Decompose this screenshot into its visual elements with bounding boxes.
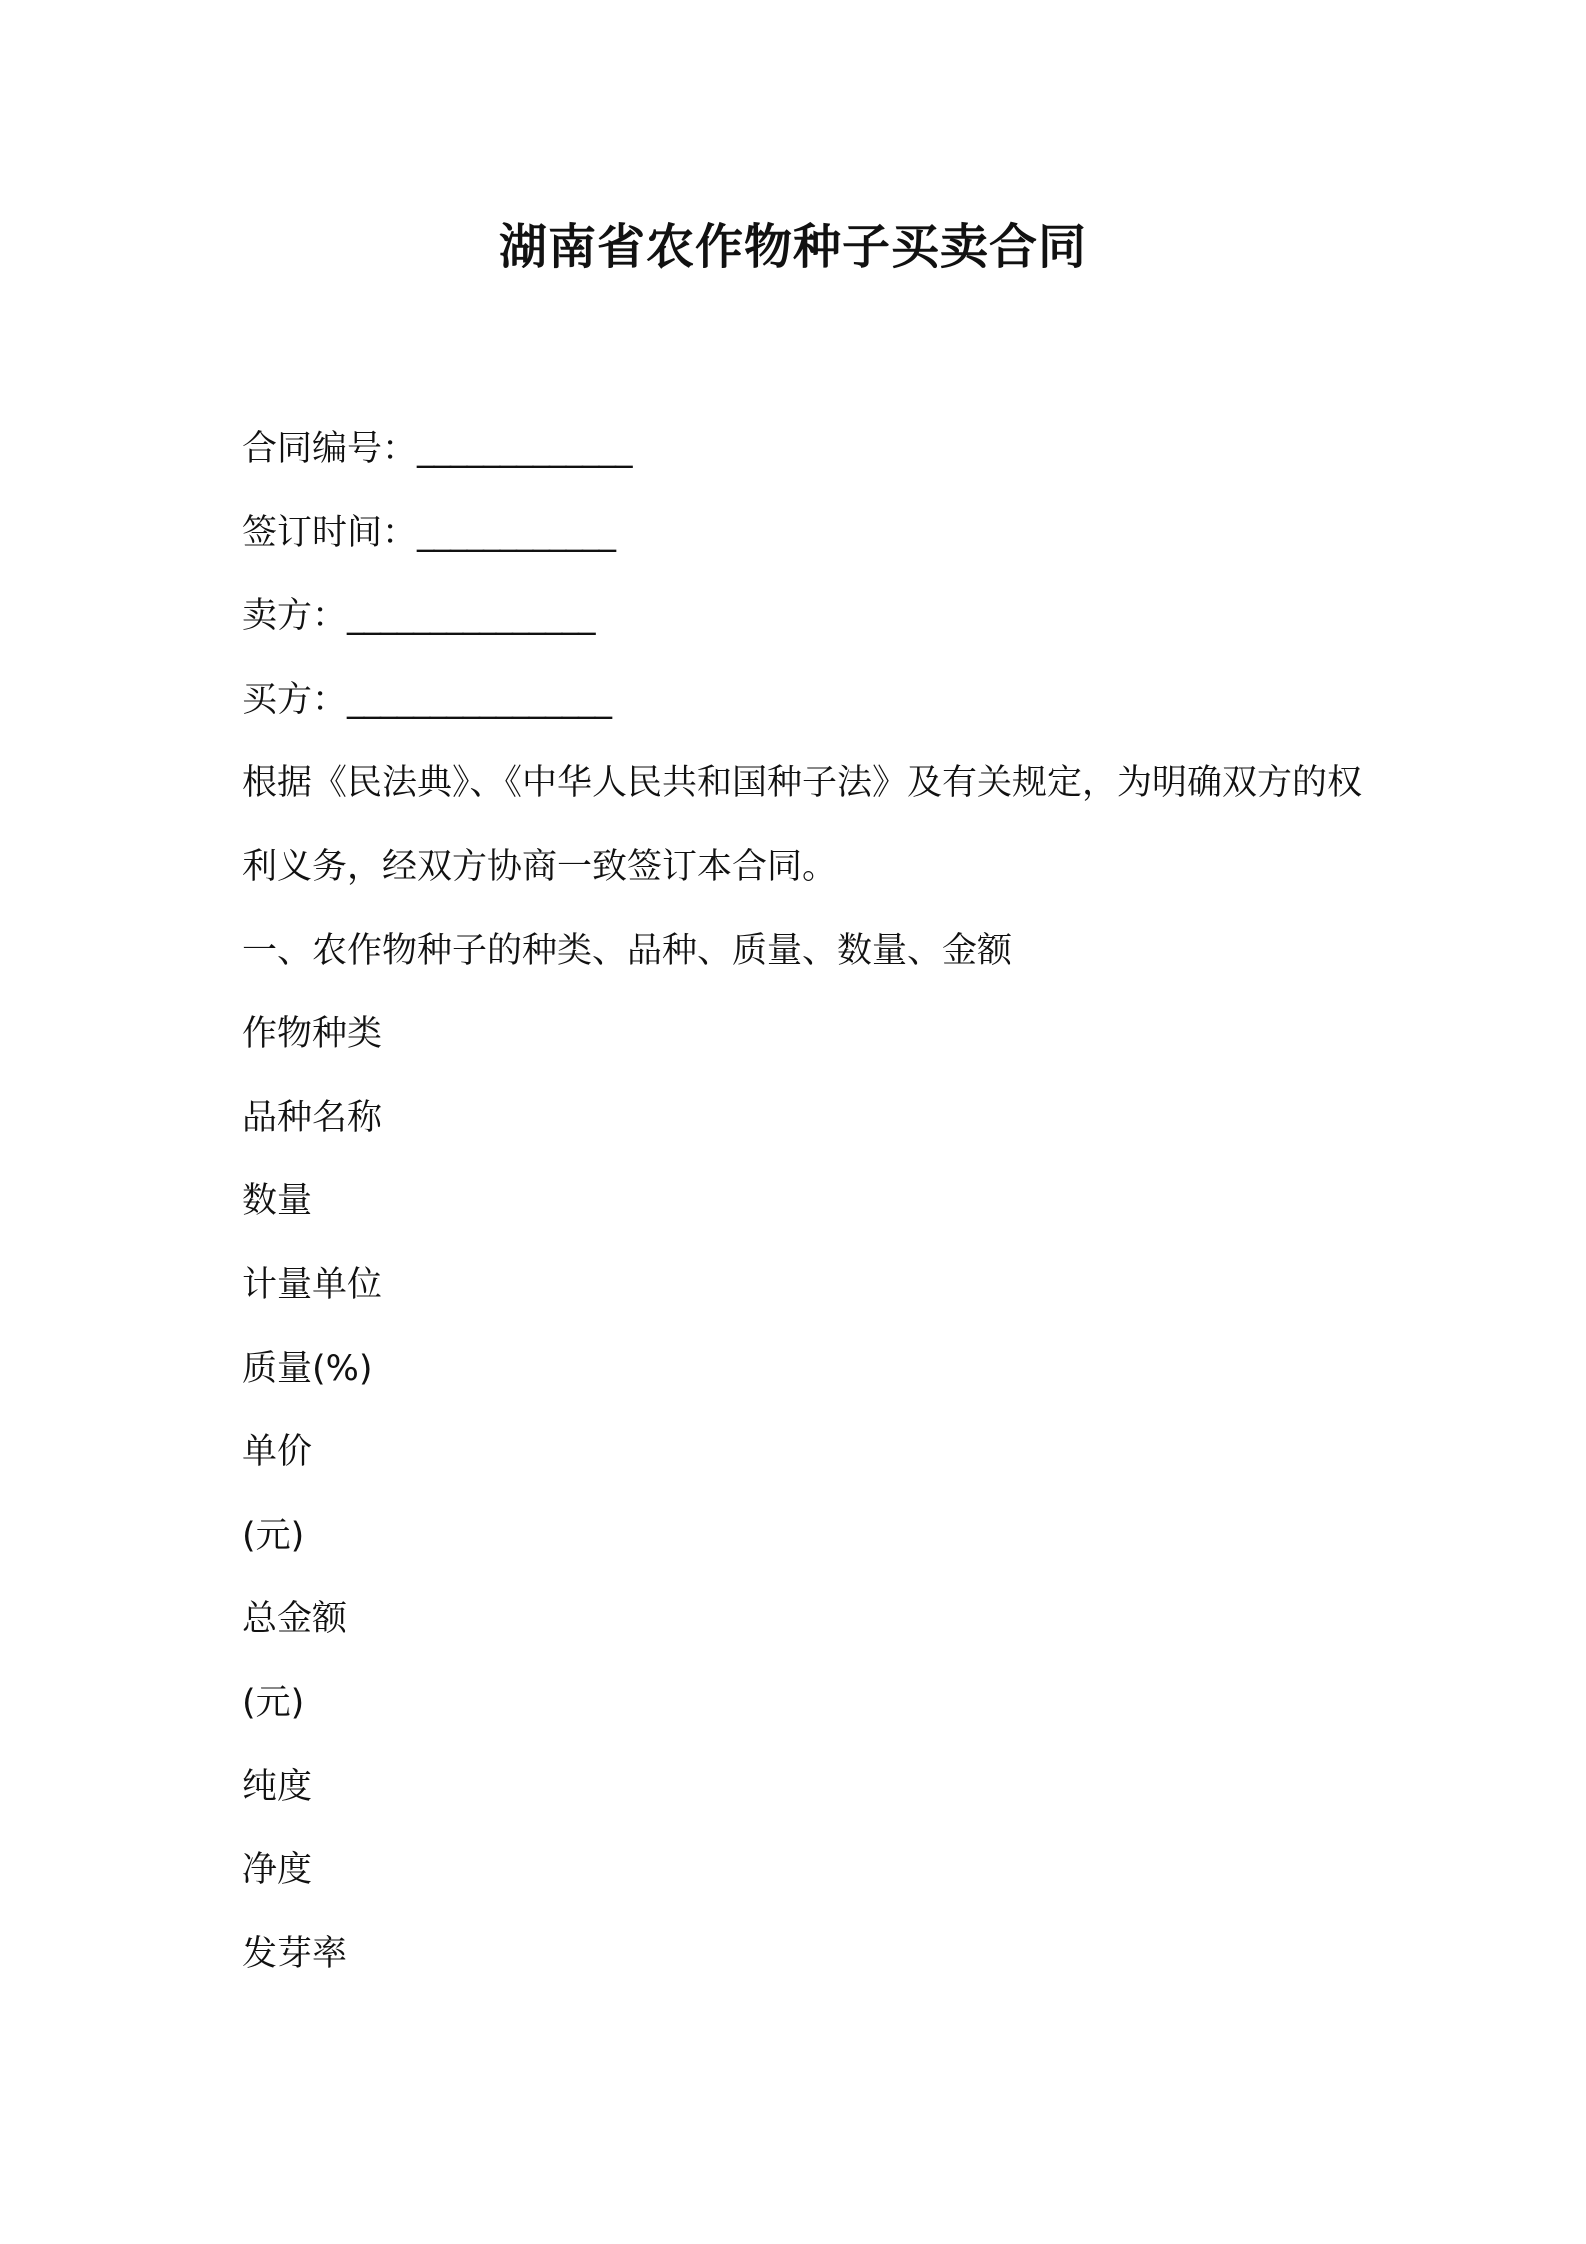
signing-date-field: [242, 492, 1362, 576]
list-item: 单价: [242, 1432, 313, 1473]
list-item: 净度: [242, 1850, 313, 1891]
list-item: (元): [242, 1515, 305, 1556]
list-item: (元): [242, 1682, 305, 1723]
list-item: 数量: [242, 1181, 313, 1222]
contract-number-field: [242, 408, 1362, 492]
field-blank: ________________: [347, 679, 612, 720]
document-body: [242, 408, 1362, 1996]
list-item: 质量(%): [242, 1348, 373, 1389]
field-blank: ____________: [417, 512, 616, 553]
page-title: 湖南省农作物种子买卖合同: [498, 219, 1087, 275]
list-item: 品种名称: [242, 1097, 383, 1138]
field-blank: _____________: [417, 429, 632, 469]
intro-paragraph: 根据《民法典》、《中华人民共和国种子法》及有关规定，为明确双方的权利义务，经双方协商一致签订本合同。: [242, 763, 1363, 887]
field-label: 签订时间：: [242, 512, 418, 553]
seller-field: [242, 575, 1362, 659]
field-blank: _______________: [347, 596, 595, 637]
field-label: 卖方：: [242, 596, 348, 637]
buyer-field: [242, 659, 1362, 743]
list-item: 作物种类: [242, 1014, 383, 1055]
field-label: 买方：: [242, 679, 348, 720]
list-item: 发芽率: [242, 1933, 348, 1974]
section-heading: 一、农作物种子的种类、品种、质量、数量、金额: [242, 930, 1013, 971]
list-item: 总金额: [242, 1599, 348, 1640]
field-label: 合同编号：: [242, 429, 418, 469]
list-item: 计量单位: [242, 1264, 383, 1305]
list-item: 纯度: [242, 1766, 313, 1807]
